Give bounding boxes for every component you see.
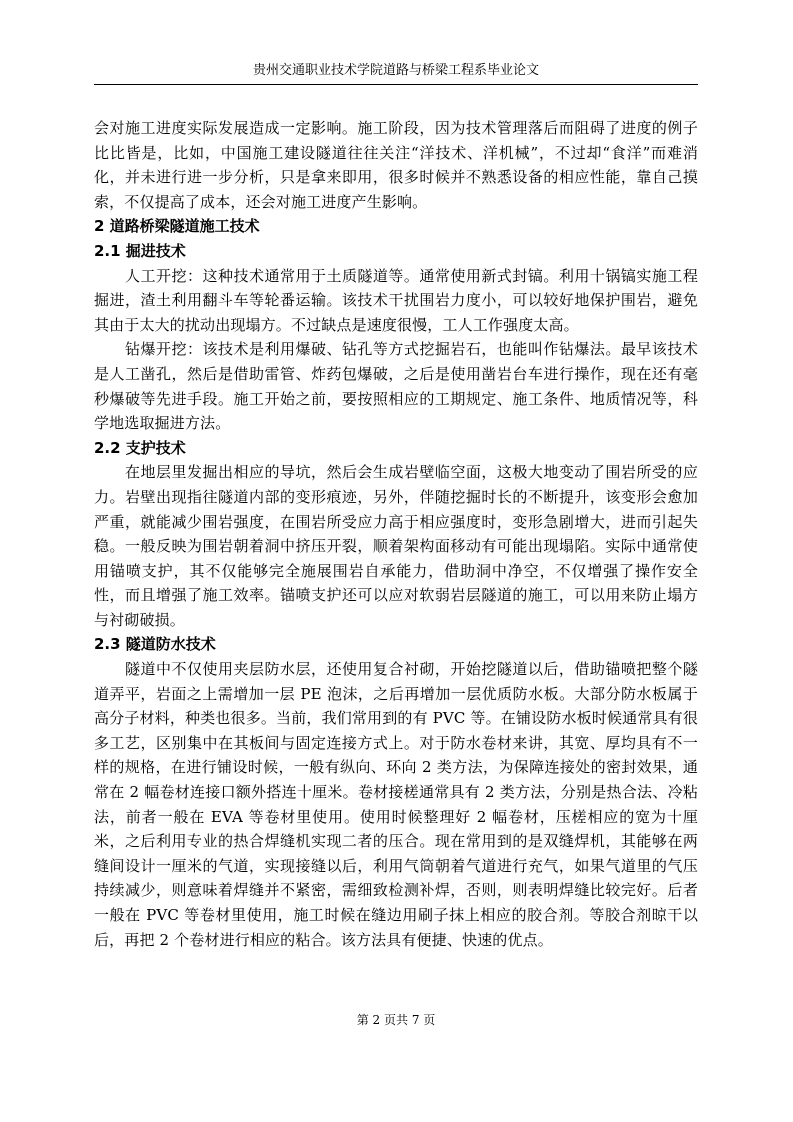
subsection-heading-2-1: 2.1 掘进技术 [94,241,186,260]
page-footer [94,1012,698,1028]
subsection-heading-2-2: 2.2 支护技术 [94,438,186,457]
intro-paragraph: 会对施工进度实际发展造成一定影响。施工阶段，因为技术管理落后而阻碍了进度的例子比比皆是，比如，中国施工建设隧道往往关注“洋技术、洋机械”，不过却“食洋”而难消化，并未进行进一步分析，只是拿来即用，很多时候并不熟悉设备的相应性能，靠自己摸索，不仅提高了成本，还会对施工进度产生影响。 [94,119,698,211]
header-title: 贵州交通职业技术学院道路与桥梁工程系毕业论文 [252,63,539,78]
section-heading-2: 2 道路桥梁隧道施工技术 [94,217,260,236]
paragraph-support: 在地层里发掘出相应的导坑，然后会生成岩壁临空面，这极大地变动了围岩所受的应力。岩壁出现指往隧道内部的变形痕迹，另外，伴随挖掘时长的不断提升，该变形会愈加严重，就能减少围岩强度，在围岩所受应力高于相应强度时，变形急剧增大，进而引起失稳。一般反映为围岩朝着洞中挤压开裂，顺着架构面移动有可能出现塌陷。实际中通常使用锚喷支护，其不仅能够完全施展围岩自承能力，借助洞中净空，不仅增强了操作安全性，而且增强了施工效率。锚喷支护还可以应对软弱岩层隧道的施工，可以用来防止塌方与衬砌破损。 [94,463,698,629]
paragraph-drill-blast: 钻爆开挖：该技术是利用爆破、钻孔等方式挖掘岩石，也能叫作钻爆法。最早该技术是人工凿孔，然后是借助雷管、炸药包爆破，之后是使用凿岩台车进行操作，现在还有毫秒爆破等先进手段。施工开始之前，要按照相应的工期规定、施工条件、地质情况等，科学地选取掘进方法。 [94,340,698,433]
subsection-heading-2-3: 2.3 隧道防水技术 [94,635,216,654]
page-number: 第 2 页共 7 页 [356,1013,436,1027]
page-header [94,62,698,85]
paragraph-manual-excavation: 人工开挖：这种技术通常用于土质隧道等。通常使用新式封镐。利用十锅镐实施工程掘进，渣土利用翻斗车等轮番运输。该技术干扰围岩力度小，可以较好地保护围岩，避免其由于太大的扰动出现塌方。不过缺点是速度很慢，工人工作强度太高。 [94,266,698,334]
document-body [94,116,698,952]
paragraph-waterproofing: 隧道中不仅使用夹层防水层，还使用复合衬砌，开始挖隧道以后，借助锚喷把整个隧道弄平，岩面之上需增加一层 PE 泡沫，之后再增加一层优质防水板。大部分防水板属于高分子材料，种类也很多。当前，我们常用到的有 PVC 等。在铺设防水板时候通常具有很多工艺，区别集中在其板间与固定连接方式上。对于防水卷材来讲，其宽、厚均具有不一样的规格，在进行铺设时候，一般有纵向、环向 2 类方法，为保障连接处的密封效果，通常在 2 幅卷材连接口额外搭连十厘米。卷材接槎通常具有 2 类方法，分别是热合法、冷粘法，前者一般在 EVA 等卷材里使用。使用时候整理好 2 幅卷材，压槎相应的宽为十厘米，之后利用专业的热合焊缝机实现二者的压合。现在常用到的是双缝焊机，其能够在两缝间设计一厘米的气道，实现接缝以后，利用气筒朝着气道进行充气，如果气道里的气压持续减少，则意味着焊缝并不紧密，需细致检测补焊，否则，则表明焊缝比较完好。后者一般在 PVC 等卷材里使用，施工时候在缝边用刷子抹上相应的胶合剂。等胶合剂晾干以后，再把 2 个卷材进行相应的粘合。该方法具有便捷、快速的优点。 [94,660,698,949]
